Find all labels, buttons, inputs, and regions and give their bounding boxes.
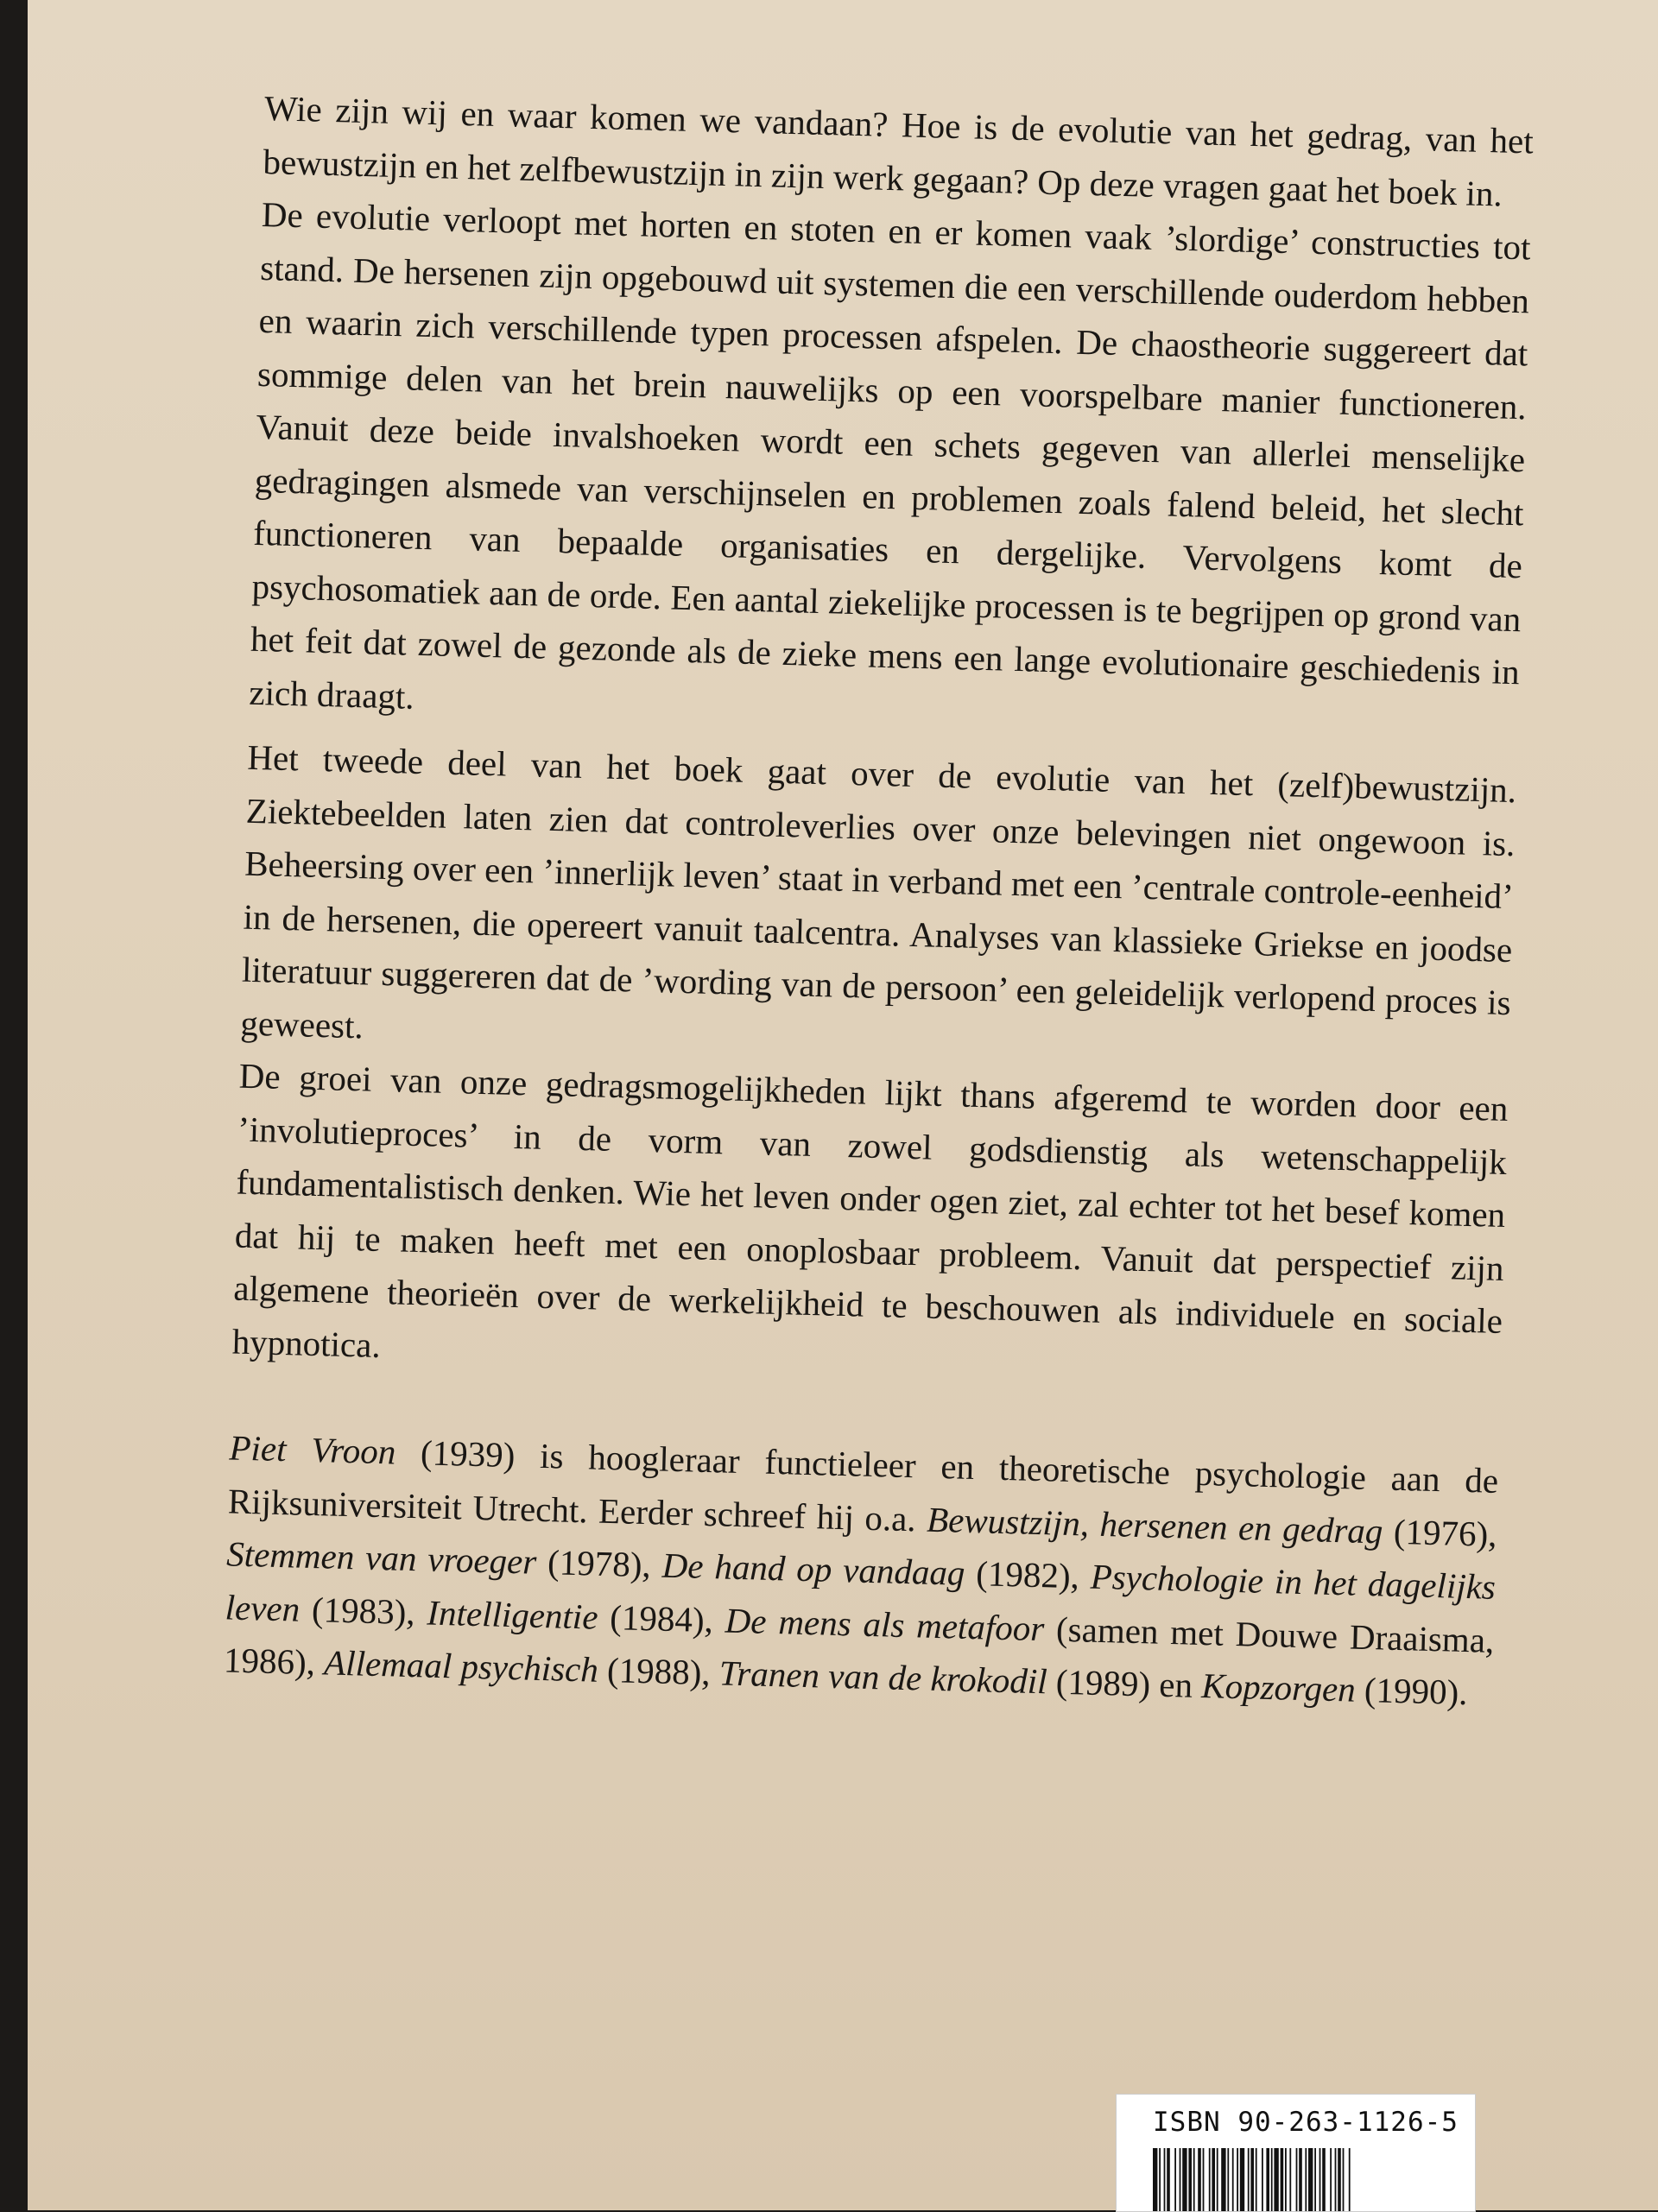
barcode-bar [1232,2148,1234,2211]
barcode-bar [1212,2148,1215,2211]
barcode-bar [1281,2148,1284,2211]
barcode-bar [1305,2148,1307,2211]
barcode-bar [1250,2148,1254,2211]
blurb-paragraph-4: De groei van onze gedragsmogelijkheden lijkt thans afgeremd te worden door een ’involutieproces’ in de vorm van zowel godsdienstig als wetenschappelijk fundamentalistisch denken. Wie het leven onder ogen ziet, zal echter tot het besef komen dat hij te maken heeft met een onoplosbaar probleem. Vanuit dat perspectief zijn algemene theorieën over de werkelijkheid te beschouwen als individuele en sociale hypnotica. [231,1055,1509,1365]
bio-text: (1982), [964,1552,1092,1596]
blurb-paragraph-3: Het tweede deel van het boek gaat over de evolutie van het (zelf)bewustzijn. Ziektebeelden laten zien dat controleverlies over onze belevingen niet ongewoon is. Beheersing over een ’innerlijk leven’ staat in verband met een ’centrale controle-eenheid’ in de hersenen, die opereert vanuit taalcentra. Analyses van klassieke Griekse en joodse literatuur suggereren dat de ’wording van de persoon’ een geleidelijk verlopend proces is geweest. [239,736,1517,1046]
author-bio [223,1421,1499,1720]
blurb-text [223,82,1534,1720]
barcode-bar [1274,2148,1278,2211]
isbn-label [1116,2094,1476,2212]
barcode-bar [1256,2148,1257,2211]
barcode [1153,2148,1446,2211]
barcode-bar [1193,2148,1195,2211]
blurb-paragraph-2: De evolutie verloopt met horten en stoten en er komen vaak ’slordige’ constructies tot stand. De hersenen zijn opgebouwd uit systemen die een verschillende ouderdom hebben en waarin zich verschillende typen processen afspelen. De chaostheorie suggereert dat sommige delen van het brein nauwelijks op een voorspelbare manier functioneren. Vanuit deze beide invalshoeken wordt een schets gegeven van allerlei menselijke gedragingen alsmede van verschijnselen en problemen zoals falend beleid, het slecht functioneren van bepaalde organisaties en dergelijke. Vervolgens komt de psychosomatiek aan de orde. Een aantal ziekelijke processen is te begrijpen op grond van het feit dat zowel de gezonde als de zieke mens een lange evolutionaire geschiedenis in zich draagt. [248,193,1532,717]
barcode-bar [1349,2148,1351,2211]
barcode-bar [1180,2148,1181,2211]
blurb-paragraph-1: Wie zijn wij en waar komen we vandaan? Hoe is de evolutie van het gedrag, van het bewustzijn en het zelfbewustzijn in zijn werk gegaan? Op deze vragen gaat het boek in. [263,87,1535,214]
barcode-bar [1182,2148,1187,2211]
barcode-bar [1237,2148,1238,2211]
barcode-bar [1322,2148,1326,2211]
book-back-cover [28,0,1658,2210]
book-title: Intelligentie [426,1592,599,1637]
book-title: Allemaal psychisch [323,1642,599,1690]
book-title: Kopzorgen [1200,1665,1357,1710]
barcode-bar [1314,2148,1316,2211]
bio-text: (samen met Douwe Draaisma, 1986), [223,1608,1495,1683]
bio-text: (1976), [1382,1510,1498,1554]
barcode-bar [1289,2148,1291,2211]
barcode-bar [1248,2148,1250,2211]
barcode-bar [1188,2148,1192,2211]
bio-text: (1990). [1355,1669,1469,1713]
barcode-bar [1299,2148,1302,2211]
barcode-bar [1335,2148,1337,2211]
barcode-bar [1209,2148,1211,2211]
bio-text: (1983), [299,1589,428,1633]
barcode-bar [1285,2148,1287,2211]
barcode-bar [1262,2148,1263,2211]
barcode-bar [1203,2148,1205,2211]
barcode-bar [1153,2148,1157,2211]
bio-text: (1988), [598,1649,720,1693]
barcode-bar [1240,2148,1244,2211]
book-title: Bewustzijn, hersenen en gedrag [926,1499,1384,1551]
book-title: Tranen van de krokodil [718,1653,1048,1702]
bio-text: (1939) is hoogleraar functieleer en theoretische psychologie aan de Rijksuniversiteit Utrecht. Eerder schreef hij o.a. [227,1431,1499,1539]
bio-text: (1984), [597,1596,726,1640]
bio-text: (1989) en [1047,1661,1202,1706]
barcode-bar [1227,2148,1229,2211]
barcode-bar [1338,2148,1341,2211]
barcode-bar [1319,2148,1321,2211]
barcode-bar [1174,2148,1176,2211]
barcode-bar [1308,2148,1313,2211]
barcode-bar [1159,2148,1161,2211]
barcode-bar [1296,2148,1298,2211]
barcode-bar [1266,2148,1269,2211]
barcode-bar [1271,2148,1273,2211]
barcode-bar [1164,2148,1166,2211]
barcode-bar [1221,2148,1225,2211]
book-title: Stemmen van vroeger [225,1533,537,1582]
isbn-number: ISBN 90-263-1126-5 [1153,2107,1459,2138]
barcode-bar [1217,2148,1218,2211]
barcode-bar [1198,2148,1201,2211]
bio-text: (1978), [535,1541,663,1585]
author-name: Piet Vroon [228,1427,396,1472]
book-title: De mens als metafoor [725,1600,1045,1648]
book-title: Psychologie in het dagelijks leven [225,1556,1497,1629]
barcode-bar [1330,2148,1332,2211]
book-title: De hand op vandaag [661,1545,966,1593]
barcode-bar [1167,2148,1170,2211]
barcode-bar [1343,2148,1345,2211]
